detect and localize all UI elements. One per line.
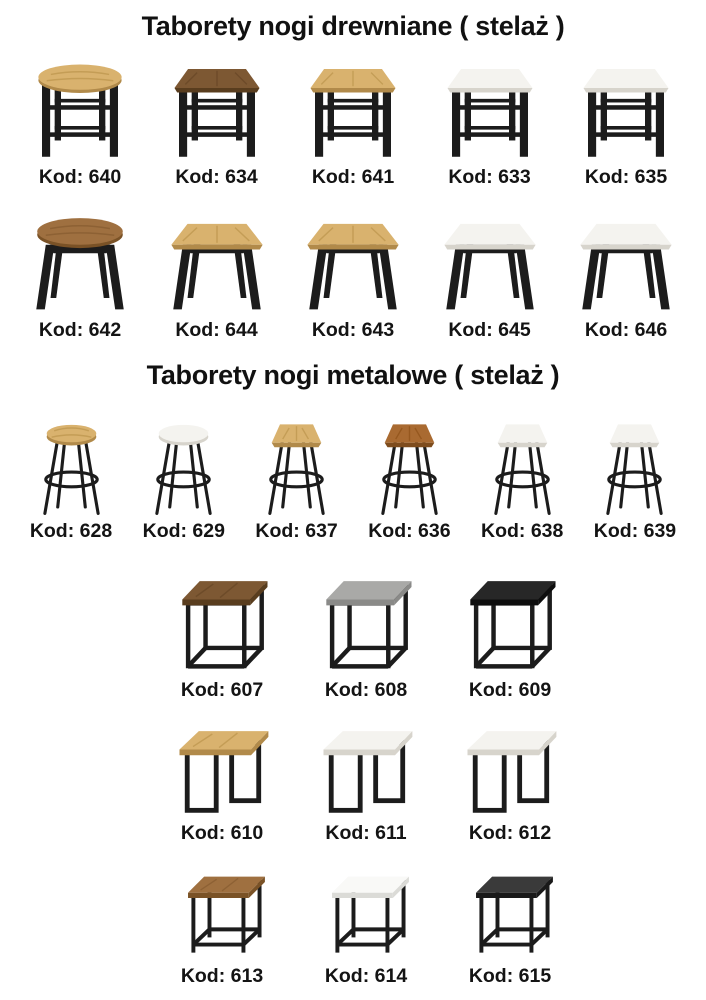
section-title-wooden-legs: Taborety nogi drewniane ( stelaż ) [141,11,565,41]
code-label-636: Kod: 636 [368,520,451,542]
code-label-644: Kod: 644 [175,319,258,341]
stool-photo-637 [248,406,345,518]
product-640 [14,50,146,189]
code-label-628: Kod: 628 [29,520,113,542]
stool-photo-641 [289,50,417,164]
product-646 [560,201,692,342]
code-label-610: Kod: 610 [180,822,264,844]
stool-photo-607 [156,555,288,677]
stool-photo-610 [156,706,288,820]
code-label-615: Kod: 615 [468,965,552,987]
product-635 [560,50,692,189]
stool-photo-635 [562,50,690,164]
stool-photo-642 [16,201,144,317]
product-637 [244,406,350,543]
row-wooden-1 [0,50,706,189]
product-610 [154,706,290,845]
stool-photo-643 [289,201,417,317]
code-label-608: Kod: 608 [324,679,408,701]
stool-photo-640 [16,50,144,164]
stool-photo-613 [163,851,281,963]
product-611 [298,706,434,845]
product-615 [442,851,578,988]
product-607 [154,555,290,702]
stool-photo-634 [153,50,281,164]
row-metal-4 [154,851,578,988]
product-643 [287,201,419,342]
product-639 [582,406,688,543]
stool-photo-609 [444,555,576,677]
stool-photo-611 [300,706,432,820]
code-label-609: Kod: 609 [468,679,552,701]
code-label-607: Kod: 607 [180,679,264,701]
code-label-613: Kod: 613 [180,965,264,987]
code-label-645: Kod: 645 [448,319,531,341]
product-641 [287,50,419,189]
product-634 [151,50,283,189]
code-label-639: Kod: 639 [593,520,677,542]
code-label-612: Kod: 612 [468,822,552,844]
row-metal-1 [0,406,706,543]
stool-photo-645 [426,201,554,317]
code-label-640: Kod: 640 [38,166,122,188]
row-metal-3 [154,706,578,845]
stool-photo-646 [562,201,690,317]
product-644 [151,201,283,342]
stool-photo-644 [153,201,281,317]
stool-photo-608 [300,555,432,677]
code-label-634: Kod: 634 [175,166,258,188]
code-label-646: Kod: 646 [584,319,668,341]
stool-photo-633 [426,50,554,164]
product-633 [424,50,556,189]
stool-photo-614 [307,851,425,963]
code-label-614: Kod: 614 [324,965,408,987]
row-metal-2 [154,555,578,702]
code-label-633: Kod: 633 [448,166,531,188]
product-612 [442,706,578,845]
code-label-635: Kod: 635 [584,166,668,188]
stool-photo-629 [135,406,232,518]
code-label-629: Kod: 629 [142,520,225,542]
code-label-643: Kod: 643 [311,319,395,341]
product-613 [154,851,290,988]
product-645 [424,201,556,342]
product-629 [131,406,237,543]
product-628 [18,406,124,543]
stool-photo-612 [444,706,576,820]
section-title-metal-legs: Taborety nogi metalowe ( stelaż ) [146,360,560,390]
code-label-641: Kod: 641 [311,166,395,188]
stool-photo-628 [23,406,120,518]
stool-photo-615 [451,851,569,963]
product-609 [442,555,578,702]
stool-photo-638 [474,406,571,518]
stool-photo-639 [586,406,683,518]
code-label-638: Kod: 638 [481,520,564,542]
product-642 [14,201,146,342]
code-label-642: Kod: 642 [38,319,122,341]
product-614 [298,851,434,988]
code-label-637: Kod: 637 [255,520,338,542]
product-638 [469,406,575,543]
code-label-611: Kod: 611 [325,822,407,844]
row-wooden-2 [0,201,706,342]
stool-photo-636 [361,406,458,518]
product-636 [356,406,462,543]
product-608 [298,555,434,702]
